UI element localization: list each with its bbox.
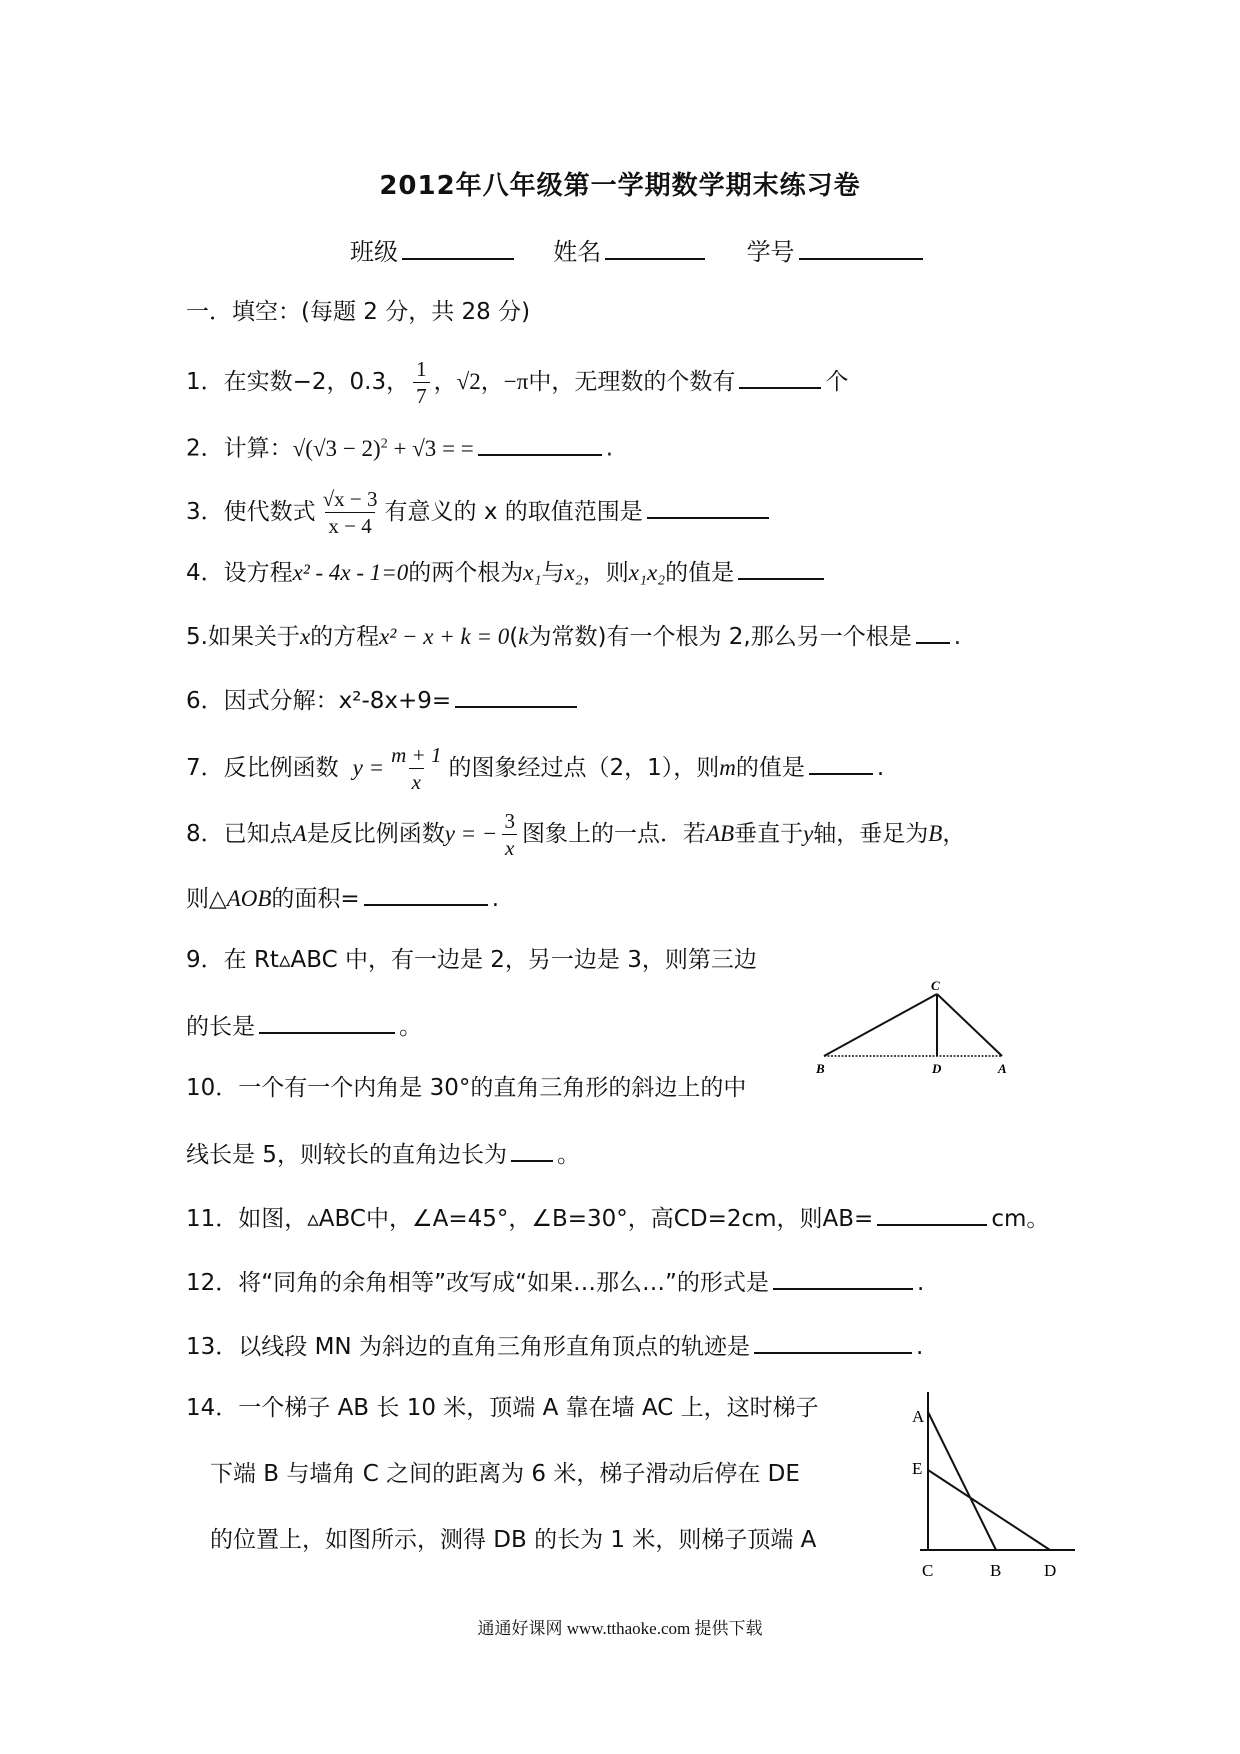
question-2: 2．计算：$√(√3 - 2)^2 + √3$ = = . [186,428,613,465]
question-8: 8．已知点A是反比例函数y = − $\frac{3}{x}$ 图象上的一点．若AB垂直于y轴，垂足为B， [186,809,966,861]
question-9-cont: 的长是 。 [186,1008,422,1043]
name-label: 姓名 [553,238,602,266]
question-4: 4．设方程x² - 4x - 1=0的两个根为x₁与x₂，则x₁x₂的值是 [186,554,828,589]
q2-expression: $√(√3 - 2)^2 + √3$ = = [292,435,474,461]
question-14-cont-2: 的位置上，如图所示，测得 DB 的长为 1 米，则梯子顶端 A [210,1527,817,1553]
q5-equation: x² − x + k = 0 [379,624,510,649]
q9-answer-blank[interactable] [259,1008,395,1034]
ladder-figure [900,1392,1080,1592]
label-a: A [912,1407,925,1426]
student-info-row [350,232,927,267]
triangle-abc-figure [812,978,1024,1078]
question-1: 1．在实数−2，0.3， $\frac{1}{7}$ ，√2，−π中，无理数的个数有 个 [186,357,849,409]
q6-answer-blank[interactable] [455,682,577,708]
id-blank[interactable] [799,234,923,260]
sqrt-two: √2 [456,369,481,395]
q3-fraction: $\frac{√x - 3}{x - 4}$ [322,487,378,539]
q8-fraction: $\frac{3}{x}$ [501,810,518,859]
question-10-cont: 线长是 5，则较长的直角边长为 。 [186,1136,580,1171]
q4-equation: x² - 4x - 1=0 [292,560,409,585]
q1-text: 1．在实数−2，0.3， [186,369,410,396]
label-e: E [912,1459,923,1478]
label-d: D [932,1061,942,1076]
class-label: 班级 [350,238,398,266]
q7-fraction: $\frac{m + 1}{x}$ [391,743,442,795]
q12-answer-blank[interactable] [773,1264,913,1290]
question-14: 14．一个梯子 AB 长 10 米，顶端 A 靠在墙 AC 上，这时梯子 [186,1395,819,1421]
question-12: 12．将“同角的余角相等”改写成“如果…那么…”的形式是 . [186,1264,924,1299]
section-heading: 一．填空：(每题 2 分，共 28 分) [186,299,531,325]
question-11: 11．如图，▵ABC中，∠A=45°，∠B=30°，高CD=2cm，则AB= cm。 [186,1200,1049,1235]
name-blank[interactable] [605,234,705,260]
page-footer: 通通好课网 www.tthaoke.com 提供下载 [477,1619,763,1638]
label-c: C [931,978,940,993]
neg-pi: −π [503,369,529,395]
q10-answer-blank[interactable] [511,1136,553,1162]
q1-answer-blank[interactable] [739,363,821,389]
q11-answer-blank[interactable] [877,1200,987,1226]
page-title: 2012年八年级第一学期数学期末练习卷 [379,171,861,201]
label-d: D [1044,1561,1057,1580]
q3-answer-blank[interactable] [647,493,769,519]
class-blank[interactable] [402,234,514,260]
fraction-one-seventh: $\frac{1}{7}$ [413,358,430,407]
q7-answer-blank[interactable] [809,749,873,775]
label-c: C [922,1561,934,1580]
question-5: 5.如果关于x的方程x² − x + k = 0(k为常数)有一个根为 2,那么另一个根是 . [186,618,961,653]
label-a: A [998,1061,1007,1076]
label-b: B [990,1561,1002,1580]
id-label: 学号 [746,238,795,266]
question-8-cont: 则△AOB的面积= . [186,880,499,915]
question-14-cont-1: 下端 B 与墙角 C 之间的距离为 6 米，梯子滑动后停在 DE [210,1461,800,1487]
q8-answer-blank[interactable] [364,880,488,906]
question-13: 13．以线段 MN 为斜边的直角三角形直角顶点的轨迹是 . [186,1328,923,1363]
label-b: B [816,1061,825,1076]
question-3: 3．使代数式 $\frac{√x - 3}{x - 4}$ 有意义的 x 的取值范围是 [186,488,773,537]
question-9: 9．在 Rt▵ABC 中，有一边是 2，另一边是 3，则第三边 [186,947,757,973]
question-7: 7．反比例函数 y = $\frac{m + 1}{x}$ 的图象经过点（2，1），则m的值是 . [186,743,885,795]
q4-answer-blank[interactable] [738,554,824,580]
q5-answer-blank[interactable] [916,618,950,644]
q13-answer-blank[interactable] [754,1328,912,1354]
question-10: 10．一个有一个内角是 30°的直角三角形的斜边上的中 [186,1075,747,1101]
question-6: 6．因式分解：x²-8x+9= [186,682,581,717]
q2-answer-blank[interactable] [478,430,602,456]
